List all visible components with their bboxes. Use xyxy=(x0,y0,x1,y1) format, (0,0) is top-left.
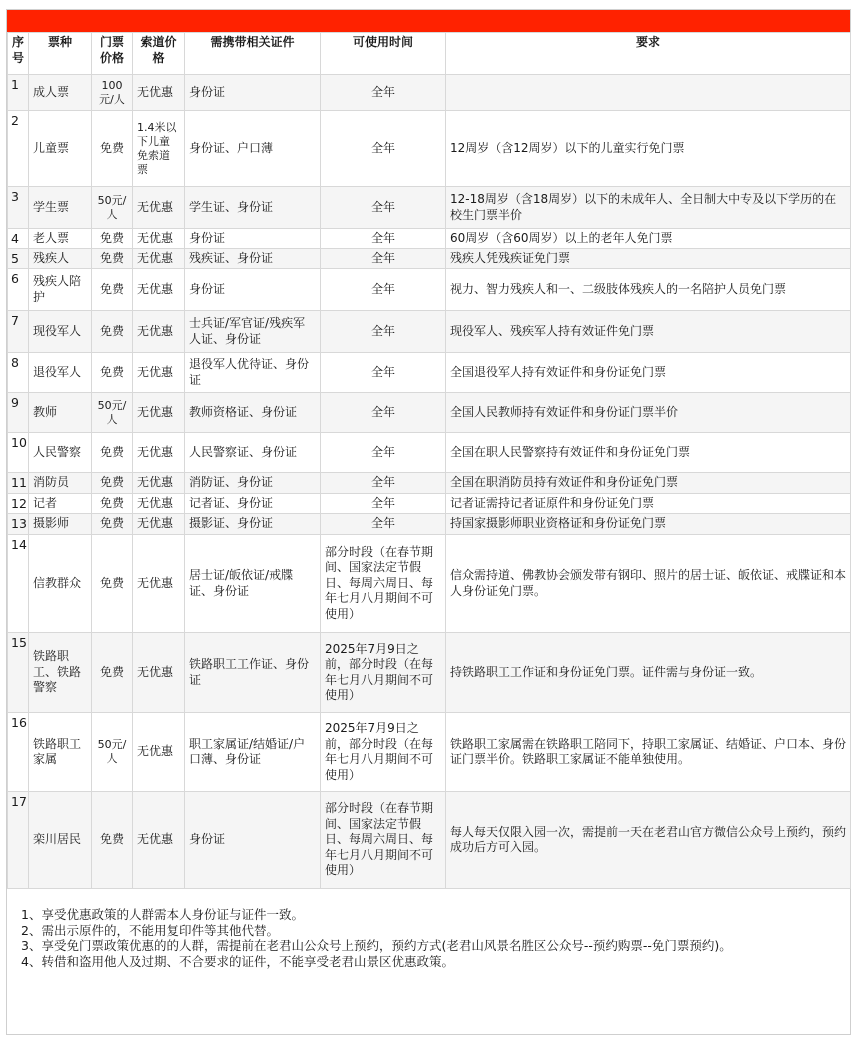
required-documents: 士兵证/军官证/残疾军人证、身份证 xyxy=(185,311,321,353)
table-header-row xyxy=(8,33,851,75)
valid-time: 2025年7月9日之前，部分时段（在每年七月八月期间不可使用） xyxy=(321,633,446,713)
requirements: 12周岁（含12周岁）以下的儿童实行免门票 xyxy=(446,111,851,187)
required-documents: 教师资格证、身份证 xyxy=(185,393,321,433)
ticket-price: 免费 xyxy=(92,229,133,249)
requirements: 铁路职工家属需在铁路职工陪同下，持职工家属证、结婚证、户口本、身份证门票半价。铁路职工家属证不能单独使用。 xyxy=(446,713,851,792)
cableway-price: 无优惠 xyxy=(133,713,185,792)
ticket-price: 免费 xyxy=(92,249,133,269)
cableway-price: 1.4米以下儿童免索道票 xyxy=(133,111,185,187)
table-row xyxy=(8,269,851,311)
requirements: 信众需持道、佛教协会颁发带有钢印、照片的居士证、皈依证、戒牒证和本人身份证免门票。 xyxy=(446,535,851,633)
row-index: 4 xyxy=(8,229,29,249)
ticket-type: 人民警察 xyxy=(29,433,92,473)
cableway-price: 无优惠 xyxy=(133,249,185,269)
ticket-type: 老人票 xyxy=(29,229,92,249)
required-documents: 身份证 xyxy=(185,792,321,889)
cableway-price: 无优惠 xyxy=(133,229,185,249)
row-index: 2 xyxy=(8,111,29,187)
header-ticket-price: 门票价格 xyxy=(92,33,133,75)
ticket-type: 信教群众 xyxy=(29,535,92,633)
table-row xyxy=(8,75,851,111)
required-documents: 退役军人优待证、身份证 xyxy=(185,353,321,393)
header-requirements: 要求 xyxy=(446,33,851,75)
row-index: 14 xyxy=(8,535,29,633)
valid-time: 全年 xyxy=(321,249,446,269)
required-documents: 铁路职工工作证、身份证 xyxy=(185,633,321,713)
notes-section xyxy=(7,889,850,969)
row-index: 6 xyxy=(8,269,29,311)
ticket-type: 消防员 xyxy=(29,473,92,494)
required-documents: 职工家属证/结婚证/户口薄、身份证 xyxy=(185,713,321,792)
table-row xyxy=(8,433,851,473)
header-valid-time: 可使用时间 xyxy=(321,33,446,75)
ticket-price: 免费 xyxy=(92,311,133,353)
required-documents: 摄影证、身份证 xyxy=(185,514,321,535)
cableway-price: 无优惠 xyxy=(133,633,185,713)
cableway-price: 无优惠 xyxy=(133,311,185,353)
ticket-type: 儿童票 xyxy=(29,111,92,187)
valid-time: 全年 xyxy=(321,111,446,187)
table-row xyxy=(8,229,851,249)
valid-time: 全年 xyxy=(321,75,446,111)
ticket-type: 成人票 xyxy=(29,75,92,111)
row-index: 8 xyxy=(8,353,29,393)
table-row xyxy=(8,187,851,229)
requirements: 全国人民教师持有效证件和身份证门票半价 xyxy=(446,393,851,433)
row-index: 17 xyxy=(8,792,29,889)
required-documents: 居士证/皈依证/戒牒证、身份证 xyxy=(185,535,321,633)
ticket-type: 残疾人陪护 xyxy=(29,269,92,311)
row-index: 5 xyxy=(8,249,29,269)
requirements: 视力、智力残疾人和一、二级肢体残疾人的一名陪护人员免门票 xyxy=(446,269,851,311)
cableway-price: 无优惠 xyxy=(133,269,185,311)
requirements: 全国在职人民警察持有效证件和身份证免门票 xyxy=(446,433,851,473)
table-row xyxy=(8,353,851,393)
ticket-type: 摄影师 xyxy=(29,514,92,535)
requirements: 持国家摄影师职业资格证和身份证免门票 xyxy=(446,514,851,535)
requirements: 持铁路职工工作证和身份证免门票。证件需与身份证一致。 xyxy=(446,633,851,713)
ticket-table xyxy=(7,32,851,889)
ticket-price: 免费 xyxy=(92,535,133,633)
requirements: 记者证需持记者证原件和身份证免门票 xyxy=(446,494,851,514)
valid-time: 部分时段（在春节期间、国家法定节假日、每周六周日、每年七月八月期间不可使用） xyxy=(321,792,446,889)
required-documents: 身份证 xyxy=(185,75,321,111)
note-item: 1、享受优惠政策的人群需本人身份证与证件一致。 xyxy=(21,907,304,922)
row-index: 13 xyxy=(8,514,29,535)
valid-time: 全年 xyxy=(321,229,446,249)
ticket-price: 50元/人 xyxy=(92,393,133,433)
row-index: 10 xyxy=(8,433,29,473)
ticket-price: 免费 xyxy=(92,514,133,535)
valid-time: 全年 xyxy=(321,353,446,393)
table-row xyxy=(8,633,851,713)
ticket-price: 免费 xyxy=(92,269,133,311)
row-index: 15 xyxy=(8,633,29,713)
ticket-type: 教师 xyxy=(29,393,92,433)
required-documents: 记者证、身份证 xyxy=(185,494,321,514)
valid-time: 部分时段（在春节期间、国家法定节假日、每周六周日、每年七月八月期间不可使用） xyxy=(321,535,446,633)
required-documents: 残疾证、身份证 xyxy=(185,249,321,269)
valid-time: 全年 xyxy=(321,494,446,514)
ticket-price: 50元/人 xyxy=(92,187,133,229)
requirements: 每人每天仅限入园一次，需提前一天在老君山官方微信公众号上预约，预约成功后方可入园。 xyxy=(446,792,851,889)
ticket-type: 记者 xyxy=(29,494,92,514)
row-index: 3 xyxy=(8,187,29,229)
cableway-price: 无优惠 xyxy=(133,433,185,473)
row-index: 9 xyxy=(8,393,29,433)
table-row xyxy=(8,514,851,535)
required-documents: 身份证 xyxy=(185,229,321,249)
table-row xyxy=(8,393,851,433)
requirements: 60周岁（含60周岁）以上的老年人免门票 xyxy=(446,229,851,249)
cableway-price: 无优惠 xyxy=(133,792,185,889)
table-row xyxy=(8,713,851,792)
table-row xyxy=(8,111,851,187)
cableway-price: 无优惠 xyxy=(133,75,185,111)
row-index: 16 xyxy=(8,713,29,792)
ticket-policy-document xyxy=(6,9,851,1035)
note-item: 2、需出示原件的，不能用复印件等其他代替。 xyxy=(21,922,279,938)
table-row xyxy=(8,792,851,889)
requirements: 全国在职消防员持有效证件和身份证免门票 xyxy=(446,473,851,494)
table-row xyxy=(8,249,851,269)
ticket-price: 免费 xyxy=(92,353,133,393)
header-ticket-type: 票种 xyxy=(29,33,92,75)
cableway-price: 无优惠 xyxy=(133,535,185,633)
table-row xyxy=(8,311,851,353)
ticket-price: 免费 xyxy=(92,494,133,514)
cableway-price: 无优惠 xyxy=(133,393,185,433)
ticket-price: 免费 xyxy=(92,111,133,187)
header-required-documents: 需携带相关证件 xyxy=(185,33,321,75)
row-index: 1 xyxy=(8,75,29,111)
cableway-price: 无优惠 xyxy=(133,353,185,393)
valid-time: 全年 xyxy=(321,393,446,433)
row-index: 11 xyxy=(8,473,29,494)
valid-time: 全年 xyxy=(321,187,446,229)
ticket-type: 学生票 xyxy=(29,187,92,229)
valid-time: 全年 xyxy=(321,433,446,473)
row-index: 12 xyxy=(8,494,29,514)
requirements: 残疾人凭残疾证免门票 xyxy=(446,249,851,269)
ticket-price: 免费 xyxy=(92,433,133,473)
ticket-price: 免费 xyxy=(92,633,133,713)
cableway-price: 无优惠 xyxy=(133,514,185,535)
ticket-price: 100元/人 xyxy=(92,75,133,111)
cableway-price: 无优惠 xyxy=(133,473,185,494)
ticket-type: 残疾人 xyxy=(29,249,92,269)
requirements xyxy=(446,75,851,111)
note-item: 3、享受免门票政策优惠的的人群，需提前在老君山公众号上预约，预约方式(老君山风景名胜区公众号--预约购票--免门票预约)。 xyxy=(21,938,732,953)
required-documents: 消防证、身份证 xyxy=(185,473,321,494)
requirements: 现役军人、残疾军人持有效证件免门票 xyxy=(446,311,851,353)
ticket-type: 现役军人 xyxy=(29,311,92,353)
valid-time: 全年 xyxy=(321,311,446,353)
table-row xyxy=(8,535,851,633)
cableway-price: 无优惠 xyxy=(133,494,185,514)
required-documents: 身份证、户口薄 xyxy=(185,111,321,187)
valid-time: 全年 xyxy=(321,269,446,311)
required-documents: 学生证、身份证 xyxy=(185,187,321,229)
ticket-type: 铁路职工家属 xyxy=(29,713,92,792)
header-index: 序号 xyxy=(8,33,29,75)
header-red-bar xyxy=(7,10,850,32)
note-item: 4、转借和盗用他人及过期、不合要求的证件，不能享受老君山景区优惠政策。 xyxy=(21,953,454,969)
table-row xyxy=(8,473,851,494)
required-documents: 身份证 xyxy=(185,269,321,311)
ticket-price: 免费 xyxy=(92,473,133,494)
cableway-price: 无优惠 xyxy=(133,187,185,229)
valid-time: 全年 xyxy=(321,473,446,494)
table-row xyxy=(8,494,851,514)
ticket-price: 免费 xyxy=(92,792,133,889)
valid-time: 全年 xyxy=(321,514,446,535)
ticket-type: 退役军人 xyxy=(29,353,92,393)
header-cableway-price: 索道价格 xyxy=(133,33,185,75)
requirements: 12-18周岁（含18周岁）以下的未成年人、全日制大中专及以下学历的在校生门票半价 xyxy=(446,187,851,229)
required-documents: 人民警察证、身份证 xyxy=(185,433,321,473)
requirements: 全国退役军人持有效证件和身份证免门票 xyxy=(446,353,851,393)
ticket-price: 50元/人 xyxy=(92,713,133,792)
valid-time: 2025年7月9日之前，部分时段（在每年七月八月期间不可使用） xyxy=(321,713,446,792)
ticket-type: 铁路职工、铁路警察 xyxy=(29,633,92,713)
row-index: 7 xyxy=(8,311,29,353)
ticket-type: 栾川居民 xyxy=(29,792,92,889)
